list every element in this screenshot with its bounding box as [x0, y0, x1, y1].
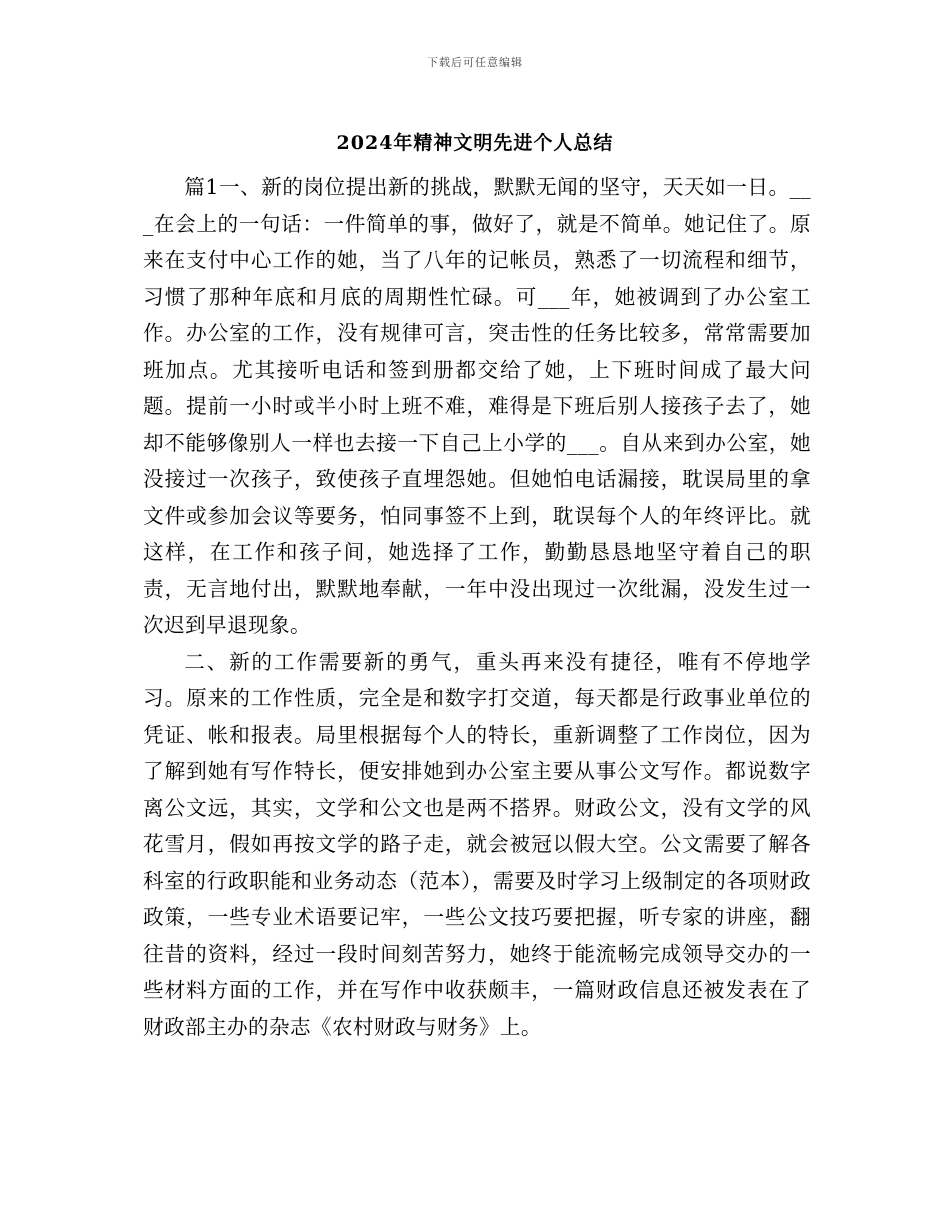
- document-title: 2024年精神文明先进个人总结: [336, 132, 614, 154]
- paragraph-2: 二、新的工作需要新的勇气，重头再来没有捷径，唯有不停地学习。原来的工作性质，完全是和数字打交道，每天都是行政事业单位的凭证、帐和报表。局里根据每个人的特长，重新调整了工作岗位，因为了解到她有写作特长，便安排她到办公室主要从事公文写作。都说数字离公文远，其实，文学和公文也是两不搭界。财政公文，没有文学的风花雪月，假如再按文学的路子走，就会被冠以假大空。公文需要了解各科室的行政职能和业务动态（范本），需要及时学习上级制定的各项财政政策，一些专业术语要记牢，一些公文技巧要把握，听专家的讲座，翻往昔的资料，经过一段时间刻苦努力，她终于能流畅完成领导交办的一些材料方面的工作，并在写作中收获颇丰，一篇财政信息还被发表在了财政部主办的杂志《农村财政与财务》上。: [143, 649, 811, 1039]
- page-header-note: 下载后可任意编辑: [427, 56, 523, 69]
- paragraph-1: 篇1一、新的岗位提出新的挑战，默默无闻的坚守，天天如一日。___在会上的一句话：一件简单的事，做好了，就是不简单。她记住了。原来在支付中心工作的她，当了八年的记帐员，熟悉了一切流程和细节，习惯了那种年底和月底的周期性忙碌。可___年，她被调到了办公室工作。办公室的工作，没有规律可言，突击性的任务比较多，常常需要加班加点。尤其接听电话和签到册都交给了她，上下班时间成了最大问题。提前一小时或半小时上班不难，难得是下班后别人接孩子去了，她却不能够像别人一样也去接一下自己上小学的___。自从来到办公室，她没接过一次孩子，致使孩子直埋怨她。但她怕电话漏接，耽误局里的拿文件或参加会议等要务，怕同事签不上到，耽误每个人的年终评比。就这样，在工作和孩子间，她选择了工作，勤勤恳恳地坚守着自己的职责，无言地付出，默默地奉献，一年中没出现过一次纰漏，没发生过一次迟到早退现象。: [143, 175, 811, 637]
- document-body: [143, 169, 811, 1045]
